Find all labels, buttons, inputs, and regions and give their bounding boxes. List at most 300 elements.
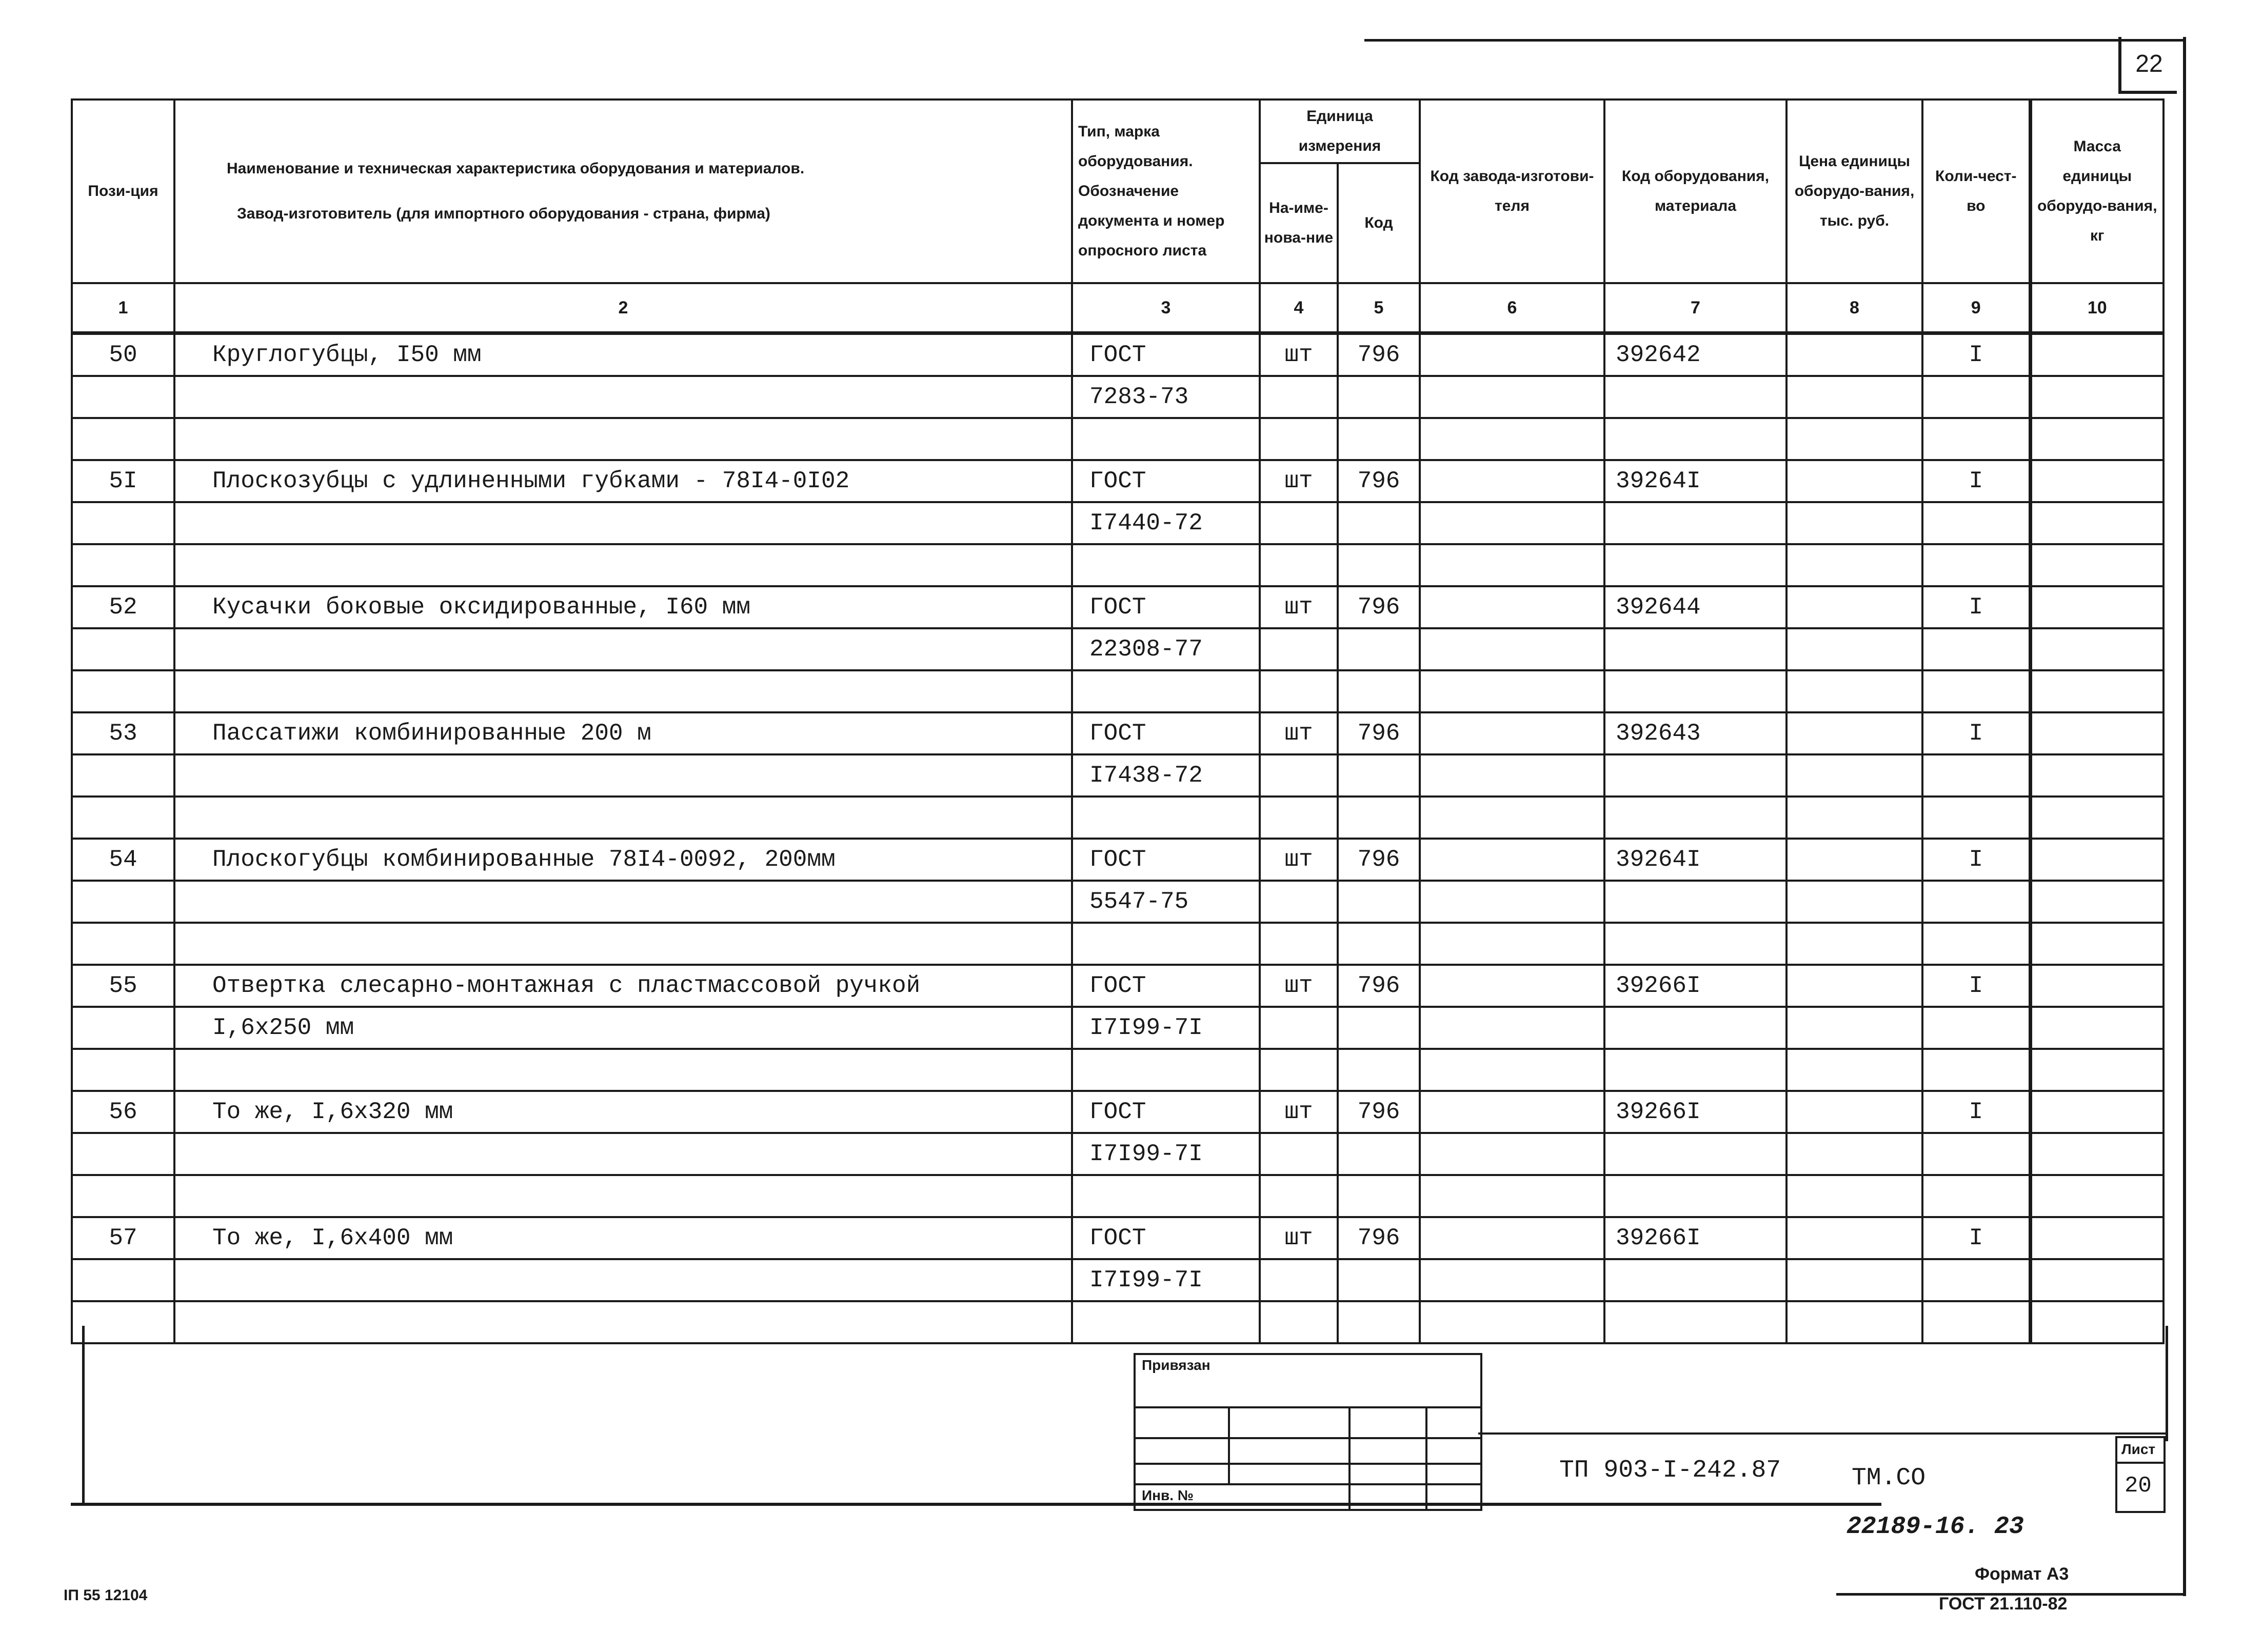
cell-empty xyxy=(1787,1007,1922,1049)
specification-table xyxy=(71,98,2165,1344)
cell-empty xyxy=(1260,1049,1338,1091)
cell-empty xyxy=(1338,544,1420,586)
cell-empty xyxy=(1604,1259,1787,1301)
stamp-line xyxy=(1136,1437,1480,1439)
page-number: 22 xyxy=(2118,37,2177,94)
table-row-continuation xyxy=(72,797,2163,839)
privyazan-label: Привязан xyxy=(1142,1357,1210,1373)
cell-empty xyxy=(1260,1301,1338,1343)
cell-empty xyxy=(1072,1049,1260,1091)
cell-empty xyxy=(1922,376,2030,418)
cell-empty xyxy=(1922,1175,2030,1217)
table-row-continuation xyxy=(72,544,2163,586)
cell-empty xyxy=(1604,418,1787,460)
cell-empty xyxy=(1922,418,2030,460)
header-type-mark: Тип, марка оборудования. Обозначение документа и номер опросного листа xyxy=(1072,99,1260,283)
frame-top-line xyxy=(1364,39,2185,42)
stamp-line xyxy=(1425,1406,1427,1509)
cell-qty: I xyxy=(1922,460,2030,502)
column-number-row xyxy=(72,283,2163,333)
cell-qty: I xyxy=(1922,712,2030,754)
header-price: Цена единицы оборудо-вания, тыс. руб. xyxy=(1787,99,1922,283)
header-factory-code: Код завода-изготови-теля xyxy=(1420,99,1604,283)
frame-bottom-left-line xyxy=(71,1503,1881,1506)
cell-empty xyxy=(1338,1259,1420,1301)
cell-empty xyxy=(1260,1175,1338,1217)
format-label: Формат А3 xyxy=(1975,1564,2069,1584)
colnum-5: 5 xyxy=(1338,283,1420,333)
colnum-8: 8 xyxy=(1787,283,1922,333)
cell-empty xyxy=(1604,754,1787,797)
cell-price xyxy=(1787,460,1922,502)
cell-empty xyxy=(2030,418,2163,460)
cell-empty xyxy=(72,1259,174,1301)
cell-empty xyxy=(2030,670,2163,712)
privyazan-block xyxy=(1134,1353,1482,1511)
document-mark: ТМ.СО xyxy=(1852,1464,1926,1492)
cell-empty xyxy=(1260,544,1338,586)
cell-empty xyxy=(2030,628,2163,670)
cell-empty xyxy=(1604,923,1787,965)
cell-empty xyxy=(1338,670,1420,712)
colnum-3: 3 xyxy=(1072,283,1260,333)
cell-empty xyxy=(1922,1259,2030,1301)
cell-doc2: I7438-72 xyxy=(1072,754,1260,797)
cell-empty xyxy=(1922,502,2030,544)
colnum-6: 6 xyxy=(1420,283,1604,333)
cell-empty xyxy=(2030,1259,2163,1301)
cell-empty xyxy=(1260,1133,1338,1175)
header-unit-code: Код xyxy=(1338,163,1420,283)
cell-doc1: ГОСТ xyxy=(1072,333,1260,376)
cell-doc1: ГОСТ xyxy=(1072,460,1260,502)
colnum-9: 9 xyxy=(1922,283,2030,333)
cell-empty xyxy=(1604,376,1787,418)
stamp-line xyxy=(1228,1406,1230,1483)
cell-empty xyxy=(1338,1007,1420,1049)
cell-factory-code xyxy=(1420,333,1604,376)
cell-empty xyxy=(1420,754,1604,797)
cell-empty xyxy=(1338,376,1420,418)
cell-empty xyxy=(1787,1133,1922,1175)
cell-factory-code xyxy=(1420,1091,1604,1133)
cell-empty xyxy=(2030,376,2163,418)
cell-empty xyxy=(174,670,1072,712)
cell-empty xyxy=(1787,797,1922,839)
cell-empty xyxy=(1420,923,1604,965)
cell-name: Кусачки боковые оксидированные, I60 мм xyxy=(174,586,1072,628)
colnum-4: 4 xyxy=(1260,283,1338,333)
cell-empty xyxy=(1338,1133,1420,1175)
stamp-line xyxy=(1136,1483,1480,1485)
cell-doc1: ГОСТ xyxy=(1072,839,1260,881)
cell-empty xyxy=(1420,1049,1604,1091)
table-row-continuation xyxy=(72,628,2163,670)
cell-empty xyxy=(1604,881,1787,923)
stamp-line xyxy=(1136,1406,1480,1408)
cell-empty xyxy=(1787,376,1922,418)
cell-equip-code: 392644 xyxy=(1604,586,1787,628)
stamp-top-line xyxy=(1478,1432,2166,1435)
cell-price xyxy=(1787,1091,1922,1133)
cell-empty xyxy=(174,544,1072,586)
cell-empty xyxy=(1260,923,1338,965)
cell-empty xyxy=(72,1175,174,1217)
cell-doc2: I7I99-7I xyxy=(1072,1007,1260,1049)
cell-equip-code: 39266I xyxy=(1604,1091,1787,1133)
cell-factory-code xyxy=(1420,965,1604,1007)
cell-unit: шт xyxy=(1260,333,1338,376)
cell-empty xyxy=(1420,1301,1604,1343)
cell-empty xyxy=(1604,1175,1787,1217)
cell-empty xyxy=(1787,544,1922,586)
cell-empty xyxy=(1420,376,1604,418)
colnum-1: 1 xyxy=(72,283,174,333)
cell-equip-code: 39266I xyxy=(1604,1217,1787,1259)
header-row xyxy=(72,99,2163,163)
cell-qty: I xyxy=(1922,333,2030,376)
cell-empty xyxy=(1420,1007,1604,1049)
cell-empty xyxy=(72,1007,174,1049)
cell-unit-code: 796 xyxy=(1338,965,1420,1007)
table-row-continuation xyxy=(72,881,2163,923)
cell-empty xyxy=(174,418,1072,460)
cell-pos: 5I xyxy=(72,460,174,502)
cell-factory-code xyxy=(1420,460,1604,502)
cell-name: То же, I,6x400 мм xyxy=(174,1217,1072,1259)
cell-mass xyxy=(2030,839,2163,881)
cell-unit-code: 796 xyxy=(1338,333,1420,376)
cell-empty xyxy=(1260,754,1338,797)
sheet-box xyxy=(2115,1436,2166,1513)
cell-pos: 52 xyxy=(72,586,174,628)
cell-empty xyxy=(1420,797,1604,839)
cell-empty xyxy=(1922,1049,2030,1091)
colnum-10: 10 xyxy=(2030,283,2163,333)
cell-unit: шт xyxy=(1260,1091,1338,1133)
cell-empty xyxy=(1922,628,2030,670)
stamp-line xyxy=(1136,1463,1480,1465)
cell-empty xyxy=(1338,502,1420,544)
cell-price xyxy=(1787,333,1922,376)
cell-empty xyxy=(72,628,174,670)
cell-unit-code: 796 xyxy=(1338,839,1420,881)
cell-empty xyxy=(1338,1301,1420,1343)
cell-empty xyxy=(174,1049,1072,1091)
cell-empty xyxy=(1072,797,1260,839)
cell-qty: I xyxy=(1922,839,2030,881)
cell-name: Отвертка слесарно-монтажная с пластмассовой ручкой xyxy=(174,965,1072,1007)
cell-empty xyxy=(174,1175,1072,1217)
cell-empty xyxy=(1338,797,1420,839)
table-row xyxy=(72,1091,2163,1133)
cell-empty xyxy=(1787,418,1922,460)
cell-empty xyxy=(1420,628,1604,670)
cell-empty xyxy=(1420,418,1604,460)
cell-empty xyxy=(1604,1007,1787,1049)
print-code: IП 55 12104 xyxy=(64,1587,148,1604)
cell-price xyxy=(1787,1217,1922,1259)
cell-equip-code: 392642 xyxy=(1604,333,1787,376)
cell-empty xyxy=(1922,797,2030,839)
cell-mass xyxy=(2030,1217,2163,1259)
cell-empty xyxy=(72,544,174,586)
table-row xyxy=(72,586,2163,628)
table-row-continuation xyxy=(72,1301,2163,1343)
cell-name: Круглогубцы, I50 мм xyxy=(174,333,1072,376)
cell-empty xyxy=(1922,881,2030,923)
cell-empty xyxy=(174,923,1072,965)
cell-unit: шт xyxy=(1260,1217,1338,1259)
table-row xyxy=(72,839,2163,881)
cell-empty xyxy=(174,797,1072,839)
cell-empty xyxy=(1604,797,1787,839)
table-row-continuation xyxy=(72,754,2163,797)
cell-doc2: I7440-72 xyxy=(1072,502,1260,544)
cell-pos: 53 xyxy=(72,712,174,754)
sheet-number: 20 xyxy=(2125,1473,2152,1499)
cell-name2 xyxy=(174,628,1072,670)
cell-equip-code: 39264I xyxy=(1604,839,1787,881)
cell-empty xyxy=(1260,376,1338,418)
cell-unit: шт xyxy=(1260,586,1338,628)
cell-empty xyxy=(72,923,174,965)
cell-name: То же, I,6x320 мм xyxy=(174,1091,1072,1133)
cell-empty xyxy=(1922,754,2030,797)
cell-doc2: 22308-77 xyxy=(1072,628,1260,670)
cell-equip-code: 392643 xyxy=(1604,712,1787,754)
cell-unit: шт xyxy=(1260,965,1338,1007)
cell-factory-code xyxy=(1420,839,1604,881)
table-row-continuation xyxy=(72,418,2163,460)
cell-doc2: I7I99-7I xyxy=(1072,1259,1260,1301)
cell-unit: шт xyxy=(1260,839,1338,881)
cell-unit-code: 796 xyxy=(1338,712,1420,754)
cell-empty xyxy=(1787,1259,1922,1301)
cell-empty xyxy=(1072,923,1260,965)
cell-empty xyxy=(174,1301,1072,1343)
cell-empty xyxy=(1260,881,1338,923)
table-row-continuation xyxy=(72,376,2163,418)
cell-empty xyxy=(1420,502,1604,544)
cell-unit-code: 796 xyxy=(1338,460,1420,502)
cell-empty xyxy=(1072,670,1260,712)
cell-equip-code: 39266I xyxy=(1604,965,1787,1007)
cell-qty: I xyxy=(1922,586,2030,628)
cell-empty xyxy=(2030,754,2163,797)
cell-empty xyxy=(72,881,174,923)
cell-empty xyxy=(2030,1007,2163,1049)
cell-empty xyxy=(1604,628,1787,670)
cell-empty xyxy=(2030,1301,2163,1343)
cell-unit-code: 796 xyxy=(1338,586,1420,628)
colnum-2: 2 xyxy=(174,283,1072,333)
cell-qty: I xyxy=(1922,1091,2030,1133)
cell-doc1: ГОСТ xyxy=(1072,1091,1260,1133)
cell-name: Плоскозубцы с удлиненными губками - 78I4-0I02 xyxy=(174,460,1072,502)
cell-empty xyxy=(1260,1007,1338,1049)
cell-pos: 57 xyxy=(72,1217,174,1259)
cell-empty xyxy=(72,1133,174,1175)
cell-empty xyxy=(1260,670,1338,712)
cell-pos: 54 xyxy=(72,839,174,881)
cell-empty xyxy=(1787,1175,1922,1217)
cell-empty xyxy=(1922,1007,2030,1049)
cell-pos: 56 xyxy=(72,1091,174,1133)
cell-empty xyxy=(72,418,174,460)
cell-price xyxy=(1787,839,1922,881)
cell-doc1: ГОСТ xyxy=(1072,1217,1260,1259)
cell-price xyxy=(1787,712,1922,754)
format-standard: ГОСТ 21.110-82 xyxy=(1939,1594,2068,1614)
sheet-divider xyxy=(2117,1462,2166,1464)
header-unit-name: На-име-нова-ние xyxy=(1260,163,1338,283)
cell-empty xyxy=(1604,1301,1787,1343)
cell-doc2: 5547-75 xyxy=(1072,881,1260,923)
cell-doc1: ГОСТ xyxy=(1072,965,1260,1007)
frame-left-lower-line xyxy=(82,1326,85,1505)
cell-empty xyxy=(2030,797,2163,839)
frame-right-lower-line xyxy=(2166,1326,2168,1441)
cell-empty xyxy=(2030,1175,2163,1217)
cell-empty xyxy=(1338,1049,1420,1091)
cell-empty xyxy=(1338,754,1420,797)
cell-empty xyxy=(1922,1133,2030,1175)
cell-empty xyxy=(1260,418,1338,460)
cell-empty xyxy=(1338,1175,1420,1217)
cell-empty xyxy=(1072,1175,1260,1217)
cell-name: Пассатижи комбинированные 200 м xyxy=(174,712,1072,754)
cell-empty xyxy=(1787,881,1922,923)
table-row-continuation xyxy=(72,923,2163,965)
cell-empty xyxy=(1260,797,1338,839)
cell-empty xyxy=(2030,544,2163,586)
cell-empty xyxy=(1420,544,1604,586)
cell-empty xyxy=(72,502,174,544)
cell-empty xyxy=(2030,1133,2163,1175)
cell-factory-code xyxy=(1420,1217,1604,1259)
header-quantity: Коли-чест-во xyxy=(1922,99,2030,283)
cell-unit-code: 796 xyxy=(1338,1217,1420,1259)
cell-empty xyxy=(1787,1049,1922,1091)
cell-empty xyxy=(1922,923,2030,965)
header-unit-group: Единица измерения xyxy=(1260,99,1420,163)
handwritten-number: 22189-16. 23 xyxy=(1847,1513,2024,1541)
table-row xyxy=(72,1217,2163,1259)
cell-empty xyxy=(1922,1301,2030,1343)
cell-empty xyxy=(1922,544,2030,586)
table-row-continuation xyxy=(72,1175,2163,1217)
cell-doc2: I7I99-7I xyxy=(1072,1133,1260,1175)
cell-mass xyxy=(2030,586,2163,628)
cell-empty xyxy=(1787,670,1922,712)
table-row xyxy=(72,333,2163,376)
cell-empty xyxy=(1072,418,1260,460)
cell-empty xyxy=(1922,670,2030,712)
cell-name2: I,6x250 мм xyxy=(174,1007,1072,1049)
cell-empty xyxy=(72,754,174,797)
inv-label: Инв. № xyxy=(1142,1487,1194,1503)
cell-empty xyxy=(1338,923,1420,965)
cell-mass xyxy=(2030,712,2163,754)
cell-empty xyxy=(1604,1133,1787,1175)
cell-doc2: 7283-73 xyxy=(1072,376,1260,418)
cell-empty xyxy=(72,1049,174,1091)
cell-unit: шт xyxy=(1260,712,1338,754)
cell-name2 xyxy=(174,376,1072,418)
cell-equip-code: 39264I xyxy=(1604,460,1787,502)
cell-empty xyxy=(1260,1259,1338,1301)
cell-empty xyxy=(1787,628,1922,670)
cell-empty xyxy=(1420,1175,1604,1217)
table-row-continuation xyxy=(72,502,2163,544)
cell-empty xyxy=(1604,544,1787,586)
cell-empty xyxy=(1260,628,1338,670)
table-row-continuation xyxy=(72,670,2163,712)
cell-empty xyxy=(1787,923,1922,965)
cell-empty xyxy=(1338,628,1420,670)
cell-empty xyxy=(1260,502,1338,544)
cell-factory-code xyxy=(1420,712,1604,754)
cell-mass xyxy=(2030,460,2163,502)
cell-empty xyxy=(1338,418,1420,460)
cell-name2 xyxy=(174,1259,1072,1301)
cell-empty xyxy=(1604,1049,1787,1091)
frame-right-line xyxy=(2183,37,2186,1596)
cell-unit: шт xyxy=(1260,460,1338,502)
cell-price xyxy=(1787,586,1922,628)
cell-empty xyxy=(1787,1301,1922,1343)
cell-empty xyxy=(72,1301,174,1343)
header-position: Пози-ция xyxy=(72,99,174,283)
cell-empty xyxy=(1420,670,1604,712)
cell-empty xyxy=(2030,881,2163,923)
table-row xyxy=(72,460,2163,502)
cell-doc1: ГОСТ xyxy=(1072,712,1260,754)
cell-empty xyxy=(2030,502,2163,544)
table-row xyxy=(72,712,2163,754)
stamp-line xyxy=(1348,1406,1351,1509)
cell-empty xyxy=(1604,502,1787,544)
cell-unit-code: 796 xyxy=(1338,1091,1420,1133)
table-row xyxy=(72,965,2163,1007)
cell-empty xyxy=(2030,923,2163,965)
cell-empty xyxy=(1787,502,1922,544)
table-row-continuation xyxy=(72,1007,2163,1049)
header-equipment-code: Код оборудования, материала xyxy=(1604,99,1787,283)
document-code: ТП 903-I-242.87 xyxy=(1559,1457,1781,1484)
cell-empty xyxy=(1072,1301,1260,1343)
table-row-continuation xyxy=(72,1133,2163,1175)
cell-empty xyxy=(2030,1049,2163,1091)
cell-doc1: ГОСТ xyxy=(1072,586,1260,628)
colnum-7: 7 xyxy=(1604,283,1787,333)
table-row-continuation xyxy=(72,1049,2163,1091)
header-name: Наименование и техническая характеристика оборудования и материалов. Завод-изготовитель (для импортного оборудования - страна, фирма) xyxy=(174,99,1072,283)
cell-empty xyxy=(1420,1133,1604,1175)
cell-pos: 55 xyxy=(72,965,174,1007)
cell-qty: I xyxy=(1922,965,2030,1007)
cell-name2 xyxy=(174,1133,1072,1175)
cell-mass xyxy=(2030,1091,2163,1133)
table-body xyxy=(72,333,2163,1344)
cell-empty xyxy=(1604,670,1787,712)
cell-name2 xyxy=(174,881,1072,923)
table-row-continuation xyxy=(72,1259,2163,1301)
cell-name2 xyxy=(174,502,1072,544)
cell-empty xyxy=(1787,754,1922,797)
cell-empty xyxy=(72,670,174,712)
